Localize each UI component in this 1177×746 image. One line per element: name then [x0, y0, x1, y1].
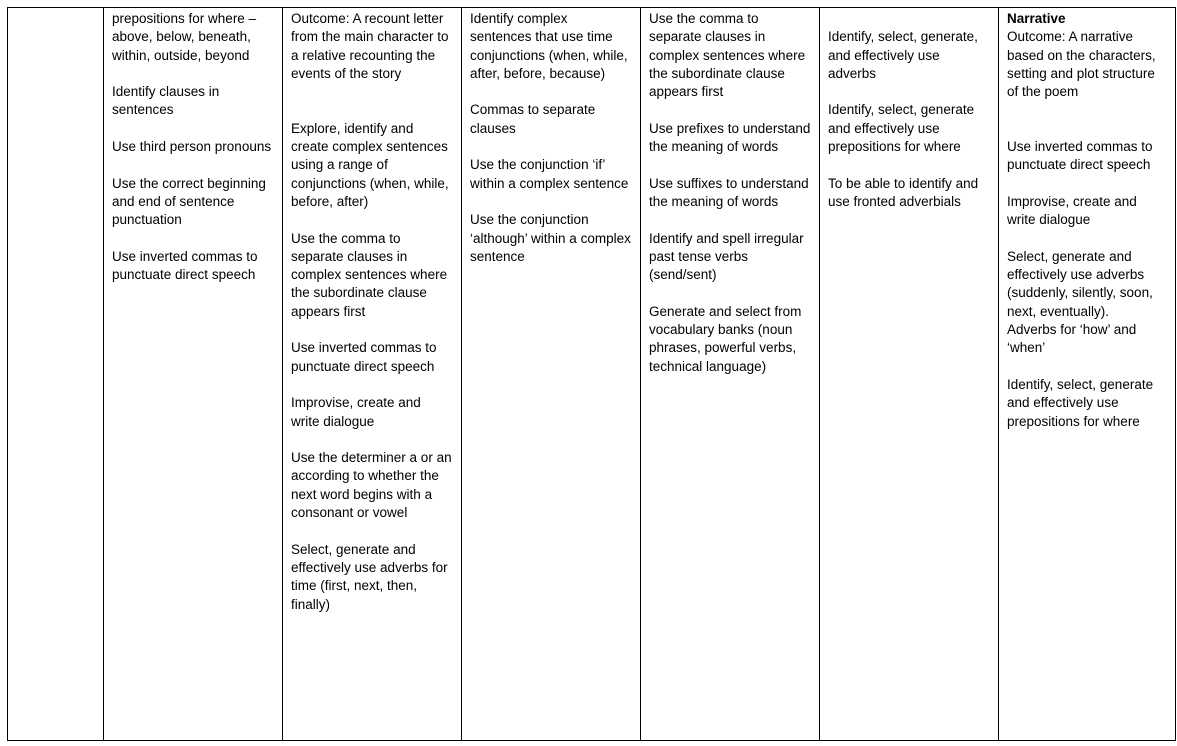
objective-text: Identify, select, generate, and effectively use adverbs — [828, 29, 978, 81]
objective-text: Use inverted commas to punctuate direct speech — [1007, 139, 1153, 173]
objective-text: Use the determiner a or an according to whether the next word begins with a consonant or vowel — [291, 450, 452, 521]
objective-text: Use third person pronouns — [112, 139, 272, 155]
objective-text: Commas to separate clauses — [470, 102, 596, 136]
objective-text: Identify clauses in sentences — [112, 84, 220, 118]
objective-text: Improvise, create and write dialogue — [291, 395, 421, 429]
objective-text: Identify, select, generate and effectively use prepositions for where — [828, 102, 975, 155]
table-cell-col-3 — [462, 8, 641, 741]
table-cell-col-4 — [641, 8, 820, 741]
objective-text: Select, generate and effectively use adverbs for time (first, next, then, finally) — [291, 541, 448, 612]
table-cell-empty — [8, 8, 104, 741]
objective-text: To be able to identify and use fronted adverbials — [828, 175, 979, 209]
objective-text: Identify, select, generate and effectively use prepositions for where — [1007, 376, 1154, 429]
table-cell-col-2 — [283, 8, 462, 741]
objective-text: Use prefixes to understand the meaning of words — [649, 120, 811, 155]
table-cell-col-6 — [999, 8, 1176, 741]
table-row — [8, 8, 1176, 741]
objective-text: Use inverted commas to punctuate direct speech — [291, 340, 437, 374]
objective-text: Use the comma to separate clauses in complex sentences where the subordinate clause appears first — [649, 11, 806, 100]
blank-line — [1007, 120, 1167, 138]
table-cell-col-1 — [104, 8, 283, 741]
objective-text: Outcome: A narrative based on the characters, setting and plot structure of the poem — [1007, 29, 1156, 100]
section-heading: Narrative — [1007, 11, 1066, 26]
objective-text: Adverbs for ‘how’ and ‘when’ — [1007, 322, 1137, 356]
objective-text: Use inverted commas to punctuate direct speech — [112, 248, 258, 283]
objective-text: Identify and spell irregular past tense verbs (send/sent) — [649, 230, 804, 283]
objective-text: Select, generate and effectively use adverbs (suddenly, silently, soon, next, eventually). — [1007, 248, 1153, 319]
objective-text: Use suffixes to understand the meaning of words — [649, 175, 809, 209]
blank-line — [291, 101, 453, 119]
objective-text: Use the correct beginning and end of sentence punctuation — [112, 175, 266, 228]
table-cell-col-5 — [820, 8, 999, 741]
objective-text: Explore, identify and create complex sentences using a range of conjunctions (when, while, before, after) — [291, 120, 449, 209]
objective-text: Use the comma to separate clauses in complex sentences where the subordinate clause appears first — [291, 230, 448, 319]
objective-text: prepositions for where – above, below, beneath, within, outside, beyond — [112, 11, 257, 63]
objective-text: Generate and select from vocabulary banks (noun phrases, powerful verbs, technical language) — [649, 303, 802, 374]
objective-text: Improvise, create and write dialogue — [1007, 193, 1137, 228]
curriculum-table — [7, 7, 1176, 741]
objective-text: Outcome: A recount letter from the main character to a relative recounting the events of the story — [291, 11, 449, 81]
blank-line — [828, 10, 990, 28]
objective-text: Use the conjunction ‘although’ within a complex sentence — [470, 212, 631, 264]
objective-text: Use the conjunction ‘if’ within a complex sentence — [470, 157, 629, 191]
objective-text: Identify complex sentences that use time conjunctions (when, while, after, before, because) — [470, 11, 628, 81]
